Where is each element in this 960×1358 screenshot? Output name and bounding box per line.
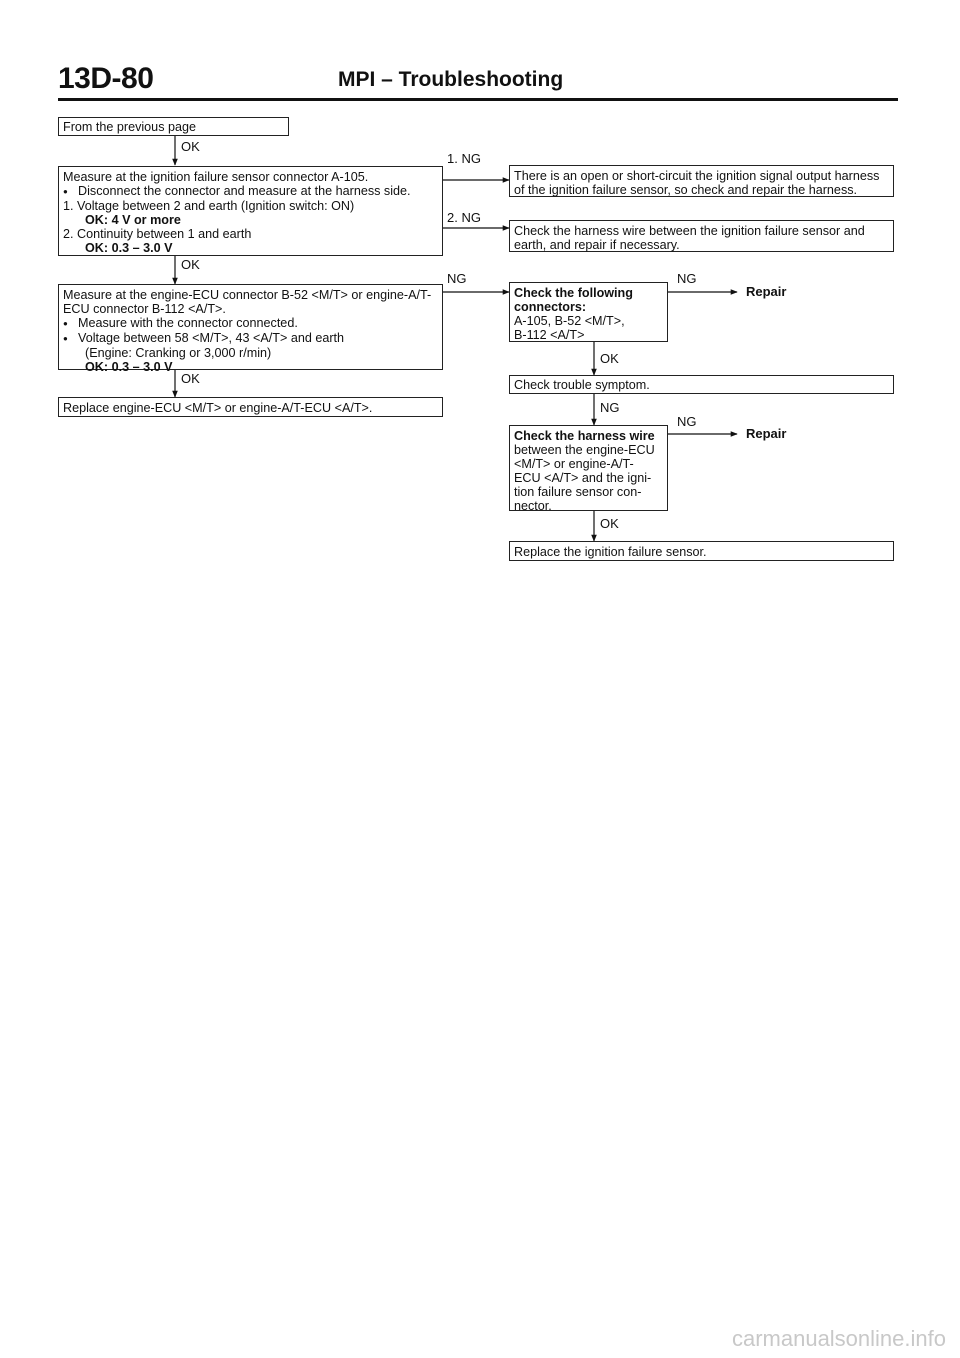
step-line: ECU <A/T> and the igni-	[514, 471, 652, 485]
step-bullet: ● Voltage between 58 <M/T>, 43 <A/T> and earth	[63, 331, 438, 346]
label-ok-2: OK	[181, 257, 200, 272]
box-from-previous-page	[58, 117, 289, 136]
box-measure-ignition-sensor	[58, 166, 443, 256]
step-line: 2. Continuity between 1 and earth	[63, 227, 252, 241]
page-title: MPI – Troubleshooting	[338, 68, 564, 91]
step-line: A-105, B-52 <M/T>,	[514, 314, 625, 328]
box-replace-ignition-sensor-text: Replace the ignition failure sensor.	[514, 545, 707, 559]
label-ng-6: NG	[677, 414, 697, 429]
label-ok-4: OK	[600, 351, 619, 366]
step-ok-value: OK: 0.3 – 3.0 V	[85, 360, 173, 374]
box-check-harness-ecu	[509, 425, 668, 511]
box-from-previous-page-text: From the previous page	[63, 120, 197, 134]
step-line: B-112 <A/T>	[514, 328, 585, 342]
repair-label-1: Repair	[746, 284, 787, 299]
box-check-trouble-symptom	[509, 375, 894, 394]
step-line: between the engine-ECU	[514, 443, 655, 457]
step-line: of the ignition failure sensor, so check and repair the harness.	[514, 183, 858, 197]
box-replace-engine-ecu-text: Replace engine-ECU <M/T> or engine-A/T-ECU <A/T>.	[63, 401, 373, 415]
step-line: earth, and repair if necessary.	[514, 238, 680, 252]
watermark: carmanualsonline.info	[731, 1326, 946, 1351]
label-ng-5: NG	[600, 400, 620, 415]
step-line: There is an open or short-circuit the ignition signal output harness	[514, 169, 880, 183]
box-check-connectors	[509, 282, 668, 342]
step-ok-value: OK: 0.3 – 3.0 V	[85, 241, 173, 255]
step-bullet: ● Measure with the connector connected.	[63, 316, 438, 331]
label-ng-4: NG	[677, 271, 697, 286]
step-line: ECU connector B-112 <A/T>.	[63, 302, 226, 316]
step-line: nector.	[514, 499, 552, 513]
step-line: <M/T> or engine-A/T-	[514, 457, 634, 471]
box-check-trouble-symptom-text: Check trouble symptom.	[514, 378, 650, 392]
box-replace-ignition-sensor	[509, 541, 894, 561]
step-line: Check the harness wire between the ignition failure sensor and	[514, 224, 865, 238]
page-number: 13D-80	[58, 62, 154, 95]
step-line: Check the harness wire	[514, 429, 655, 443]
label-ok-5: OK	[600, 516, 619, 531]
label-ng-1: 1. NG	[447, 151, 481, 166]
step-line: connectors:	[514, 300, 587, 314]
box-check-harness-earth	[509, 220, 894, 252]
box-replace-engine-ecu	[58, 397, 443, 417]
step-line: tion failure sensor con-	[514, 485, 642, 499]
step-ok-value: OK: 4 V or more	[85, 213, 181, 227]
label-ng-2: 2. NG	[447, 210, 481, 225]
label-ok-1: OK	[181, 139, 200, 154]
step-line: 1. Voltage between 2 and earth (Ignition switch: ON)	[63, 199, 355, 213]
label-ng-3: NG	[447, 271, 467, 286]
step-line: Measure at the engine-ECU connector B-52 <M/T> or engine-A/T-	[63, 288, 432, 302]
step-line: Measure at the ignition failure sensor connector A-105.	[63, 170, 369, 184]
step-line: (Engine: Cranking or 3,000 r/min)	[85, 346, 272, 360]
step-line: Check the following	[514, 286, 633, 300]
label-ok-3: OK	[181, 371, 200, 386]
box-open-short-circuit	[509, 165, 894, 197]
repair-label-2: Repair	[746, 426, 787, 441]
step-bullet: ● Disconnect the connector and measure at the harness side.	[63, 184, 438, 199]
box-measure-engine-ecu	[58, 284, 443, 374]
